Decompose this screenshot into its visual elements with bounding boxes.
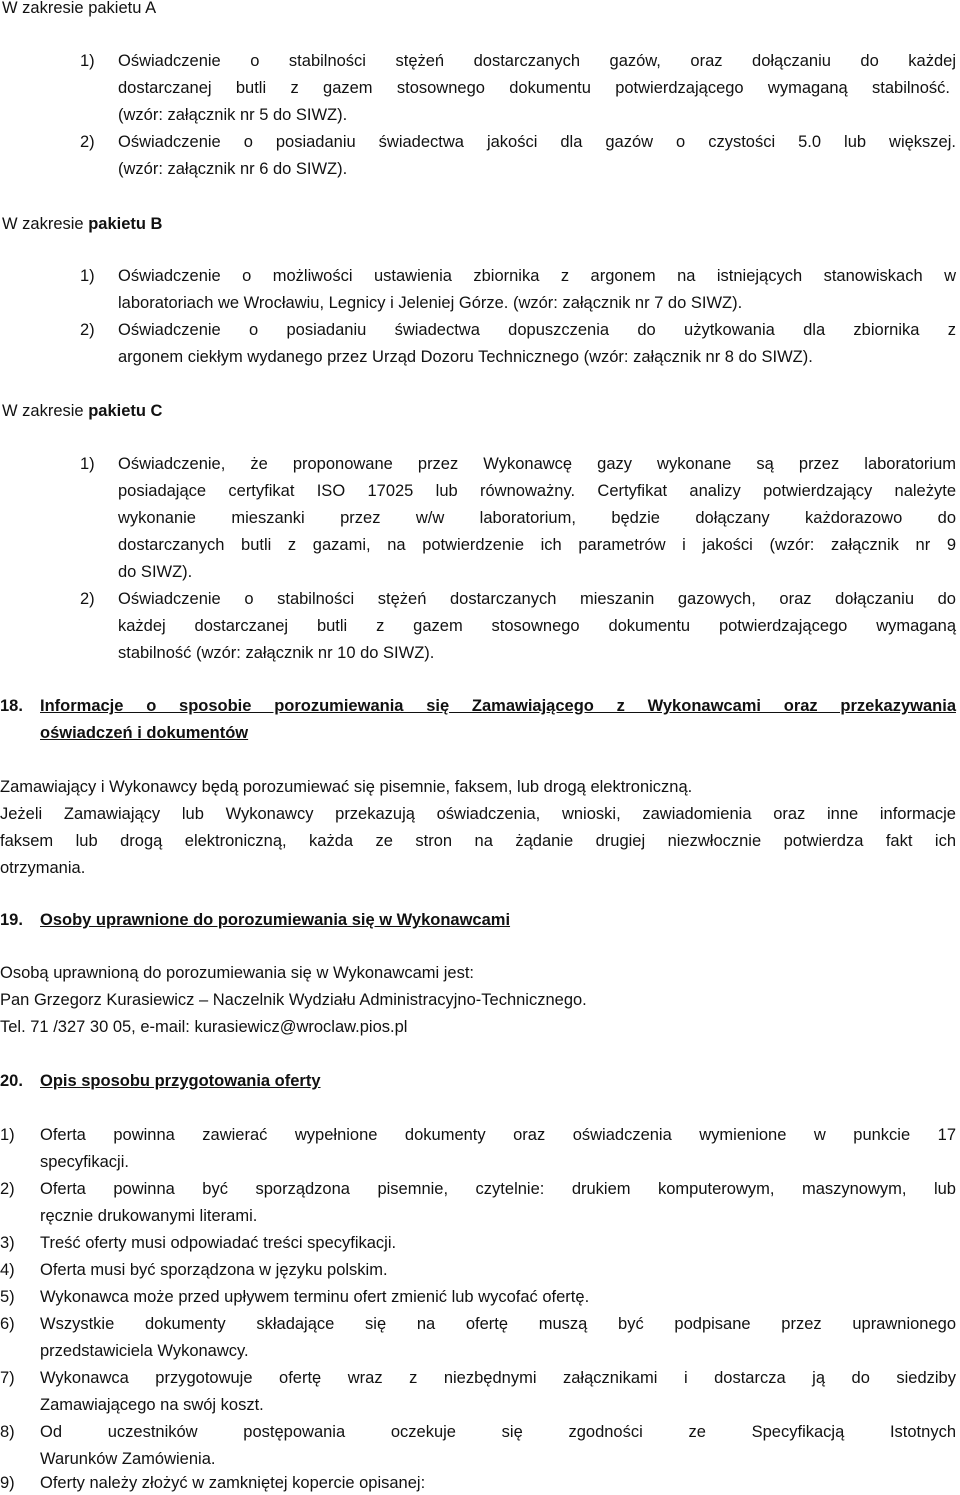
section-18-paragraph: Jeżeli Zamawiający lub Wykonawcy przekazują oświadczenia, wnioski, zawiadomienia oraz inne informacje	[0, 805, 956, 823]
list-item-line: Treść oferty musi odpowiadać treści specyfikacji.	[40, 1234, 397, 1252]
list-item-line: (wzór: załącznik nr 6 do SIWZ).	[118, 160, 348, 178]
section-20-number: 20.	[0, 1072, 23, 1090]
list-item-line: Wszystkie dokumenty składające się na ofertę muszą być podpisane przez uprawnionego	[40, 1315, 956, 1333]
section-18-title-cont: oświadczeń i dokumentów	[40, 724, 249, 742]
list-item-line: Oświadczenie o stabilności stężeń dostarczanych gazów, oraz dołączaniu do każdej	[118, 52, 956, 70]
list-number: 2)	[0, 1180, 15, 1198]
list-number: 1)	[80, 267, 95, 285]
list-item-line: argonem ciekłym wydanego przez Urząd Dozoru Technicznego (wzór: załącznik nr 8 do SIWZ).	[118, 348, 813, 366]
package-c-heading: W zakresie pakietu C	[2, 402, 163, 420]
list-item-line: Oferta powinna zawierać wypełnione dokumenty oraz oświadczenia wymienione w punkcie 17	[40, 1126, 956, 1144]
list-number: 2)	[80, 133, 95, 151]
list-number: 1)	[80, 52, 95, 70]
list-item-line: wykonanie mieszanki przez w/w laboratorium, będzie dołączany każdorazowo do	[118, 509, 956, 527]
section-19-title: Osoby uprawnione do porozumiewania się w Wykonawcami	[40, 911, 511, 929]
list-number: 1)	[80, 455, 95, 473]
section-18-number: 18.	[0, 697, 23, 715]
section-18-paragraph: faksem lub drogą elektroniczną, każda ze stron na żądanie drugiej niezwłocznie potwierdza fakt ich	[0, 832, 956, 850]
list-item-line: Oświadczenie o posiadaniu świadectwa jakości dla gazów o czystości 5.0 lub większej.	[118, 133, 956, 151]
list-item-line: posiadające certyfikat ISO 17025 lub równoważny. Certyfikat analizy potwierdzający należyte	[118, 482, 956, 500]
list-item-line: laboratoriach we Wrocławiu, Legnicy i Jeleniej Górze. (wzór: załącznik nr 7 do SIWZ).	[118, 294, 743, 312]
section-19-line: Pan Grzegorz Kurasiewicz – Naczelnik Wydziału Administracyjno-Technicznego.	[0, 991, 587, 1009]
section-20-title: Opis sposobu przygotowania oferty	[40, 1072, 321, 1090]
list-number: 2)	[80, 321, 95, 339]
list-item-line: Wykonawca może przed upływem terminu ofert zmienić lub wycofać ofertę.	[40, 1288, 590, 1306]
section-19-line: Osobą uprawnioną do porozumiewania się w Wykonawcami jest:	[0, 964, 474, 982]
list-item-line: ręcznie drukowanymi literami.	[40, 1207, 258, 1225]
list-item-line: Warunków Zamówienia.	[40, 1450, 216, 1468]
list-number: 4)	[0, 1261, 15, 1279]
list-item-line: Wykonawca przygotowuje ofertę wraz z niezbędnymi załącznikami i dostarcza ją do siedziby	[40, 1369, 956, 1387]
list-item-line: specyfikacji.	[40, 1153, 129, 1171]
list-item-line: Oferty należy złożyć w zamkniętej kopercie opisanej:	[40, 1474, 426, 1492]
section-18-title: Informacje o sposobie porozumiewania się Zamawiającego z Wykonawcami oraz przekazywania	[40, 697, 956, 715]
list-number: 8)	[0, 1423, 15, 1441]
list-item-line: Od uczestników postępowania oczekuje się zgodności ze Specyfikacją Istotnych	[40, 1423, 956, 1441]
list-item-line: Oferta musi być sporządzona w języku polskim.	[40, 1261, 388, 1279]
package-a-heading: W zakresie pakietu A	[2, 0, 157, 17]
list-number: 9)	[0, 1474, 15, 1492]
list-number: 6)	[0, 1315, 15, 1333]
list-number: 2)	[80, 590, 95, 608]
list-item-line: (wzór: załącznik nr 5 do SIWZ).	[118, 106, 348, 124]
section-18-paragraph: Zamawiający i Wykonawcy będą porozumiewać się pisemnie, faksem, lub drogą elektroniczną.	[0, 778, 693, 796]
list-item-line: Oświadczenie o stabilności stężeń dostarczanych mieszanin gazowych, oraz dołączaniu do	[118, 590, 956, 608]
list-item-line: stabilność (wzór: załącznik nr 10 do SIWZ).	[118, 644, 435, 662]
list-item-line: każdej dostarczanej butli z gazem stosownego dokumentu potwierdzającego wymaganą	[118, 617, 956, 635]
list-item-line: przedstawiciela Wykonawcy.	[40, 1342, 249, 1360]
list-number: 1)	[0, 1126, 15, 1144]
list-number: 7)	[0, 1369, 15, 1387]
list-item-line: do SIWZ).	[118, 563, 193, 581]
list-item-line: dostarczanej butli z gazem stosownego dokumentu potwierdzającego wymaganą stabilność.	[118, 79, 950, 97]
section-19-number: 19.	[0, 911, 23, 929]
list-item-line: Oferta powinna być sporządzona pisemnie, czytelnie: drukiem komputerowym, maszynowym, lub	[40, 1180, 956, 1198]
list-number: 5)	[0, 1288, 15, 1306]
package-b-heading: W zakresie pakietu B	[2, 215, 163, 233]
section-19-line: Tel. 71 /327 30 05, e-mail: kurasiewicz@wroclaw.pios.pl	[0, 1018, 408, 1036]
list-item-line: dostarczanych butli z gazami, na potwierdzenie ich parametrów i jakości (wzór: załącznik nr 9	[118, 536, 956, 554]
list-number: 3)	[0, 1234, 15, 1252]
section-18-paragraph: otrzymania.	[0, 859, 86, 877]
list-item-line: Zamawiającego na swój koszt.	[40, 1396, 264, 1414]
list-item-line: Oświadczenie o możliwości ustawienia zbiornika z argonem na istniejących stanowiskach w	[118, 267, 956, 285]
list-item-line: Oświadczenie o posiadaniu świadectwa dopuszczenia do użytkowania dla zbiornika z	[118, 321, 956, 339]
list-item-line: Oświadczenie, że proponowane przez Wykonawcę gazy wykonane są przez laboratorium	[118, 455, 956, 473]
